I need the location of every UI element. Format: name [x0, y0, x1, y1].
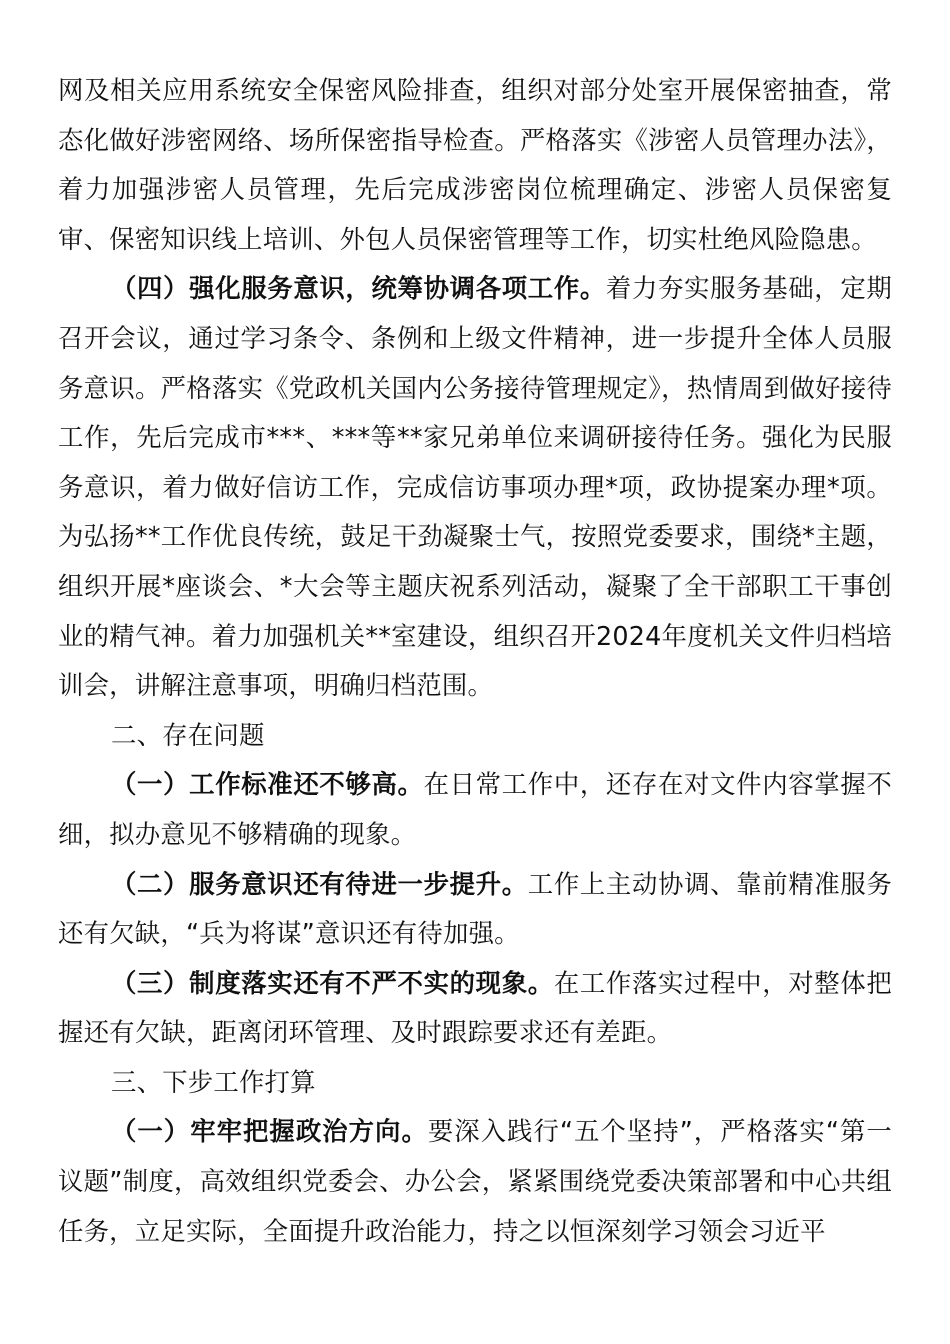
paragraph-problem-1	[58, 760, 892, 859]
paragraph-problem-2	[58, 860, 892, 959]
section-title: 三、下步工作打算	[111, 1066, 316, 1097]
paragraph-text: 工作上主动协调、靠前精准服务还有欠缺，“兵为将谋”意识还有待加强。	[58, 868, 892, 949]
paragraph-text: 着力夯实服务基础，定期召开会议，通过学习条令、条例和上级文件精神，进一步提升全体人员服务意识。严格落实《党政机关国内公务接待管理规定》，热情周到做好接待工作，先后完成市***、***等**家兄弟单位来调研接待任务。强化为民服务意识，着力做好信访工作，完成信访事项办理*项，政协提案办理*项。为弘扬**工作优良传统，鼓足干劲凝聚士气，按照党委要求，围绕*主题，组织开展*座谈会、*大会等主题庆祝系列活动，凝聚了全干部职工干事创业的精气神。着力加强机关**室建设，组织召开2024年度机关文件归档培训会，讲解注意事项，明确归档范围。	[58, 273, 892, 701]
paragraph-heading: （一）牢牢把握政治方向。	[111, 1116, 428, 1147]
paragraph-problem-3	[58, 959, 892, 1058]
paragraph-heading: （四）强化服务意识，统筹协调各项工作。	[111, 273, 606, 304]
paragraph-text: 在日常工作中，还存在对文件内容掌握不细，拟办意见不够精确的现象。	[58, 769, 892, 849]
paragraph-heading: （一）工作标准还不够高。	[111, 769, 424, 800]
paragraph-heading: （三）制度落实还有不严不实的现象。	[111, 967, 554, 998]
paragraph-text: 网及相关应用系统安全保密风险排查，组织对部分处室开展保密抽查，常态化做好涉密网络、场所保密指导检查。严格落实《涉密人员管理办法》，着力加强涉密人员管理，先后完成涉密岗位梳理确定、涉密人员保密复审、保密知识线上培训、外包人员保密管理等工作，切实杜绝风险隐患。	[58, 75, 892, 254]
section-heading-next-steps	[58, 1058, 892, 1108]
paragraph-text: 在工作落实过程中，对整体把握还有欠缺，距离闭环管理、及时跟踪要求还有差距。	[58, 967, 892, 1048]
paragraph-confidentiality-continuation	[58, 66, 892, 264]
document-body	[58, 66, 892, 1256]
paragraph-service-awareness	[58, 264, 892, 710]
paragraph-text: 要深入践行“五个坚持”，严格落实“第一议题”制度，高效组织党委会、办公会，紧紧围绕党委决策部署和中心共组任务，立足实际，全面提升政治能力，持之以恒深刻学习领会习近平	[58, 1116, 892, 1246]
section-heading-problems	[58, 711, 892, 761]
section-title: 二、存在问题	[111, 719, 265, 750]
paragraph-next-step-1	[58, 1107, 892, 1256]
paragraph-heading: （二）服务意识还有待进一步提升。	[111, 868, 528, 899]
